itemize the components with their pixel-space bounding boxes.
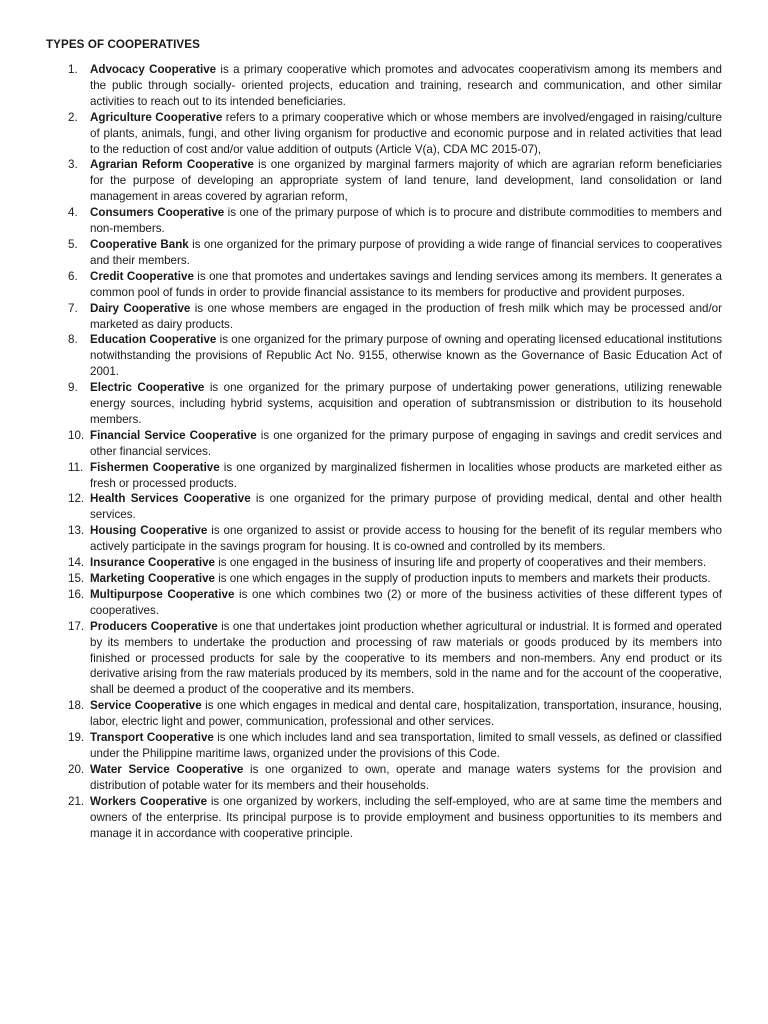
cooperative-term: Dairy Cooperative (90, 301, 191, 315)
list-item-number: 14. (68, 556, 85, 570)
list-item-number: 2. (68, 110, 78, 124)
cooperative-description: is one which includes land and sea transportation, limited to small vessels, as defined or classified under the Philippine maritime laws, organized under the provisions of this Code. (90, 731, 722, 760)
list-item (46, 762, 722, 794)
list-item-body (90, 460, 722, 492)
cooperative-description: is one that promotes and undertakes savings and lending services among its members. It generates a common pool of funds in order to provide financial assistance to its members for productive and provident purposes. (90, 269, 722, 299)
cooperative-term: Electric Cooperative (90, 381, 205, 395)
list-item-number: 5. (68, 237, 78, 251)
document-title: TYPES OF COOPERATIVES (46, 38, 200, 51)
cooperative-description: is one organized for the primary purpose of providing medical, dental and other health services. (90, 492, 722, 522)
cooperative-description: is one which engages in medical and dental care, hospitalization, transportation, insurance, housing, labor, electric light and power, communication, professional and other services. (90, 699, 723, 729)
cooperative-term: Health Services Cooperative (90, 492, 251, 506)
cooperative-term: Fishermen Cooperative (90, 460, 220, 474)
list-item-number: 9. (68, 381, 78, 395)
cooperative-description: is one which combines two (2) or more of the business activities of these different types of cooperatives. (90, 587, 722, 617)
cooperative-description: is one organized for the primary purpose of providing a wide range of financial services to cooperatives and their members. (90, 237, 722, 267)
cooperative-description: is one organized to own, operate and manage waters systems for the provision and distribution of potable water for its members and their households. (90, 762, 722, 792)
cooperative-term: Financial Service Cooperative (90, 428, 257, 442)
list-item (46, 157, 722, 205)
list-item-body (90, 571, 722, 587)
cooperative-description: is one whose members are engaged in the production of fresh milk which may be processed and/or marketed as dairy products. (90, 301, 722, 331)
list-item-number: 13. (68, 524, 85, 538)
list-item (46, 730, 722, 762)
list-item (46, 555, 722, 571)
cooperative-description: is one organized by workers, including the self-employed, who are at same time the members and owners of the enterprise. Its principal purpose is to provide employment and business opportunities to its members and manage it in accordance with cooperative principle. (90, 794, 722, 840)
list-item (46, 205, 722, 237)
cooperative-description: is one organized for the primary purpose of engaging in savings and credit services and other financial services. (90, 428, 722, 458)
cooperative-description: refers to a primary cooperative which or whose members are involved/engaged in raising/culture of plants, animals, fungi, and other living organism for productive and economic purpose and in related activities that lead to the reduction of cost and/or value addition of outputs (Article V(a), CDA MC 2015-07), (90, 110, 722, 156)
list-item-number: 12. (68, 492, 85, 506)
cooperative-term: Agrarian Reform Cooperative (90, 158, 254, 172)
cooperative-term: Transport Cooperative (90, 731, 214, 745)
list-item-body (90, 380, 722, 428)
cooperative-description: is one that undertakes joint production whether agricultural or industrial. It is formed and operated by its members to undertake the production and processing of raw materials or goods produced by its members into finished or processed products for sale by the cooperative to its members and non-members. Any end product or its derivative arising from the raw materials produced by its members, sold in the name and for the account of the cooperative, shall be deemed a product of the cooperative and its members. (90, 619, 722, 697)
cooperative-term: Credit Cooperative (90, 269, 194, 283)
list-item-number: 17. (68, 619, 85, 633)
list-item-body (90, 587, 722, 619)
list-item-number: 18. (68, 699, 85, 713)
list-item (46, 491, 722, 523)
cooperative-term: Marketing Cooperative (90, 572, 215, 585)
list-item-body (90, 555, 722, 571)
list-item-body (90, 110, 722, 158)
cooperative-term: Multipurpose Cooperative (90, 587, 235, 601)
cooperative-description: is one organized for the primary purpose of undertaking power generations, utilizing renewable energy sources, including hybrid systems, acquisition and operation of subtransmission or distribution to its household members. (90, 381, 722, 426)
list-item (46, 794, 722, 842)
list-item-body (90, 794, 722, 842)
list-item (46, 460, 722, 492)
list-item-number: 7. (68, 301, 78, 315)
cooperative-description: is one organized by marginal farmers majority of which are agrarian reform beneficiaries for the purpose of developing an appropriate system of land tenure, land development, land consolidation or land management in areas covered by agrarian reform, (90, 158, 722, 204)
cooperative-description: is one organized by marginalized fishermen in localities whose products are marketed either as fresh or processed products. (90, 460, 722, 490)
cooperative-term: Housing Cooperative (90, 524, 208, 538)
list-item (46, 62, 722, 110)
list-item-body (90, 428, 722, 460)
cooperative-description: is one engaged in the business of insuring life and property of cooperatives and their members. (215, 556, 707, 570)
list-item-body (90, 301, 722, 333)
list-item (46, 110, 722, 158)
list-item (46, 571, 722, 587)
list-item-body (90, 237, 722, 269)
list-item-number: 16. (68, 587, 85, 601)
list-item (46, 619, 722, 699)
list-item-body (90, 730, 722, 762)
list-item (46, 428, 722, 460)
list-item-number: 20. (68, 762, 85, 776)
list-item (46, 332, 722, 380)
list-item-number: 10. (68, 428, 85, 442)
cooperative-types-list (46, 62, 722, 841)
list-item-body (90, 619, 722, 699)
list-item-number: 1. (68, 63, 78, 76)
list-item-number: 4. (68, 206, 78, 220)
cooperative-term: Insurance Cooperative (90, 556, 215, 570)
list-item (46, 269, 722, 301)
list-item (46, 587, 722, 619)
list-item-body (90, 269, 722, 301)
cooperative-term: Workers Cooperative (90, 794, 208, 808)
list-item (46, 698, 722, 730)
list-item (46, 380, 722, 428)
list-item-body (90, 205, 722, 237)
list-item-body (90, 157, 722, 205)
cooperative-term: Consumers Cooperative (90, 206, 225, 220)
list-item-number: 21. (68, 794, 85, 808)
cooperative-term: Cooperative Bank (90, 237, 189, 251)
cooperative-term: Agriculture Cooperative (90, 110, 223, 124)
list-item-number: 6. (68, 269, 78, 283)
cooperative-term: Water Service Cooperative (90, 762, 244, 776)
cooperative-description: is one which engages in the supply of production inputs to members and markets their products. (214, 572, 711, 585)
list-item-body (90, 523, 722, 555)
list-item-number: 15. (68, 572, 85, 585)
list-item-number: 11. (68, 460, 84, 474)
cooperative-term: Advocacy Cooperative (90, 63, 217, 76)
cooperative-term: Service Cooperative (90, 699, 202, 713)
list-item (46, 301, 722, 333)
list-item-body (90, 491, 722, 523)
cooperative-description: is one of the primary purpose of which is to procure and distribute commodities to members and non-members. (90, 206, 722, 236)
list-item-body (90, 698, 722, 730)
list-item (46, 237, 722, 269)
cooperative-term: Producers Cooperative (90, 619, 218, 633)
cooperative-term: Education Cooperative (90, 333, 217, 347)
list-item-number: 8. (68, 333, 78, 347)
cooperative-description: is one organized for the primary purpose of owning and operating licensed educational institutions notwithstanding the provisions of Republic Act No. 9155, otherwise known as the Governance of Basic Education Act of 2001. (90, 333, 723, 379)
list-item (46, 523, 722, 555)
list-item-body (90, 332, 722, 380)
list-item-body (90, 762, 722, 794)
list-item-number: 19. (68, 731, 85, 745)
list-item-number: 3. (68, 158, 78, 172)
cooperative-description: is a primary cooperative which promotes and advocates cooperativism among its members and the public through socially- oriented projects, education and training, research and communication, and other similar activities to reach out to its intended beneficiaries. (90, 63, 722, 108)
cooperative-description: is one organized to assist or provide access to housing for the benefit of its regular members who actively participate in the savings program for housing. It is co-owned and controlled by its members. (90, 524, 722, 554)
list-item-body (90, 62, 722, 110)
